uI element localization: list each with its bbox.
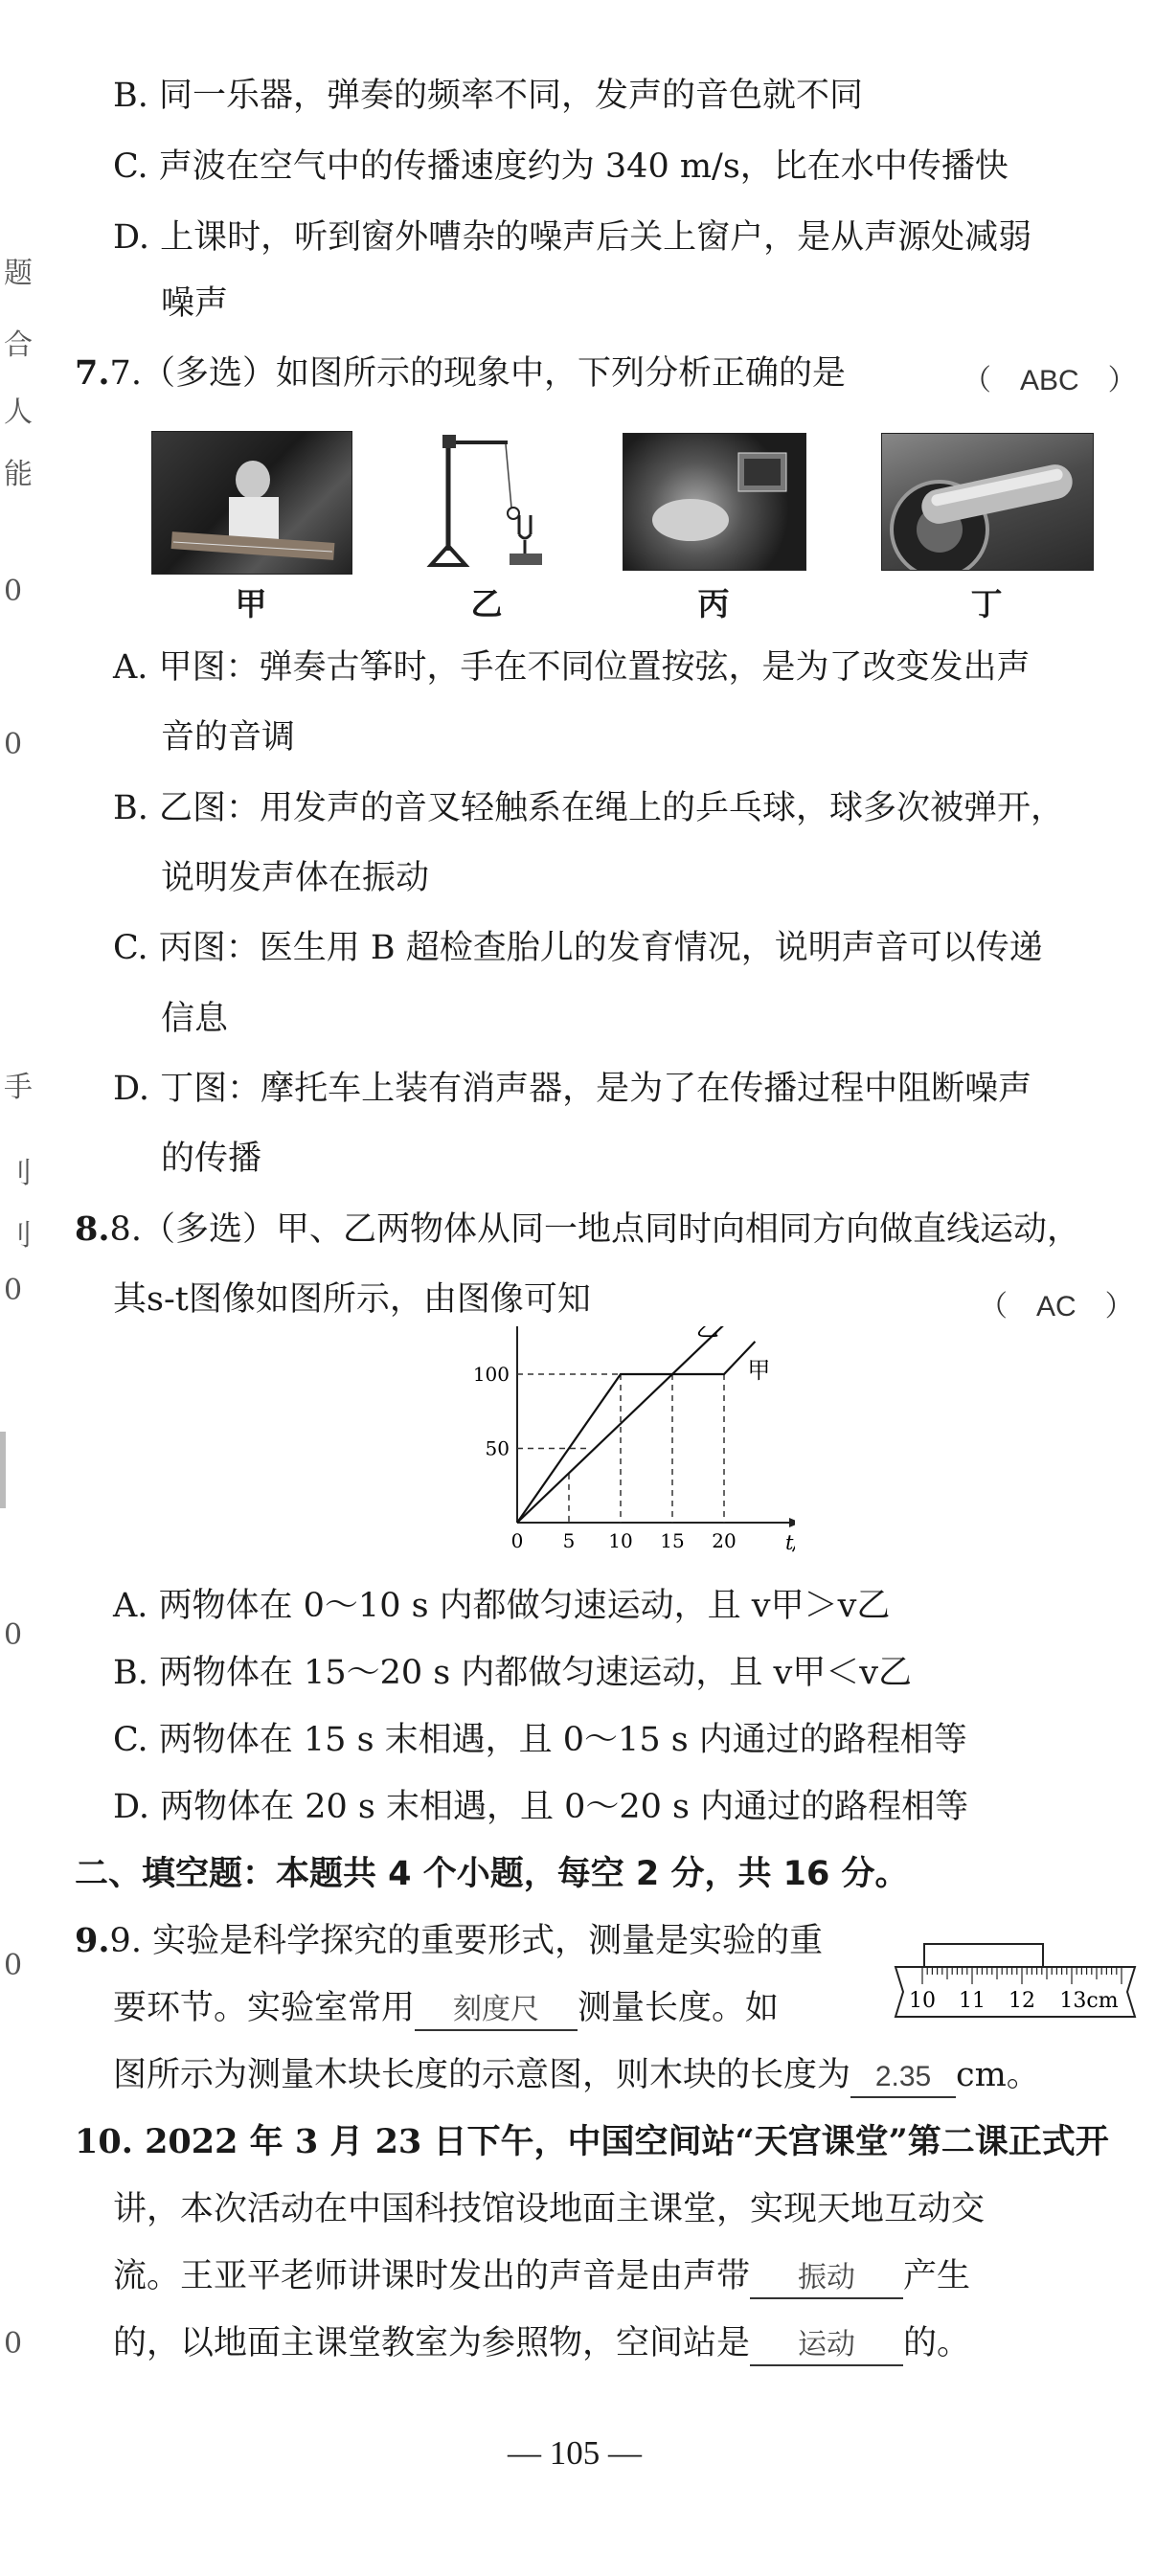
margin-gray-tab: [0, 1432, 6, 1508]
section2-title: 二、填空题：本题共 4 个小题，每空 2 分，共 16 分。: [75, 1855, 909, 1893]
guzheng-photo: [151, 431, 352, 575]
ultrasound-photo: [623, 433, 806, 571]
motorcycle-illustration: [882, 434, 1093, 570]
q7-option-a: A. 甲图：弹奏古筝时，手在不同位置按弦，是为了改变发出声: [113, 648, 1031, 687]
q10-line3: 流。王亚平老师讲课时发出的声音是由声带 振动 产生: [113, 2255, 970, 2299]
x-tick-label: 0: [510, 1529, 524, 1552]
q6-option-c: C. 声波在空气中的传播速度约为 340 m/s，比在水中传播快: [113, 147, 1009, 186]
q10-line2: 讲，本次活动在中国科技馆设地面主课堂，实现天地互动交: [113, 2190, 986, 2228]
margin-mark: 人: [4, 395, 33, 429]
margin-mark: 0: [4, 728, 23, 761]
tuning-fork-svg: [412, 421, 555, 579]
series-label-jia: 甲: [747, 1356, 771, 1384]
ruler-label-10: 10: [909, 1989, 936, 2013]
margin-mark: 合: [4, 328, 33, 362]
q8-stem: 8.8.（多选）甲、乙两物体从同一地点同时向相同方向做直线运动，: [75, 1209, 1080, 1249]
x-tick-label: 10: [608, 1529, 633, 1552]
q9-line3: 图所示为测量木块长度的示意图，则木块的长度为 2.35 cm。: [113, 2054, 1040, 2098]
page-number: — 105 —: [508, 2434, 642, 2472]
ruler-figure: [886, 1934, 1145, 2040]
series-label-yi: 乙: [695, 1326, 719, 1342]
q10-blank-motion[interactable]: 运动: [750, 2326, 903, 2366]
q9-line1: 9.9. 实验是科学探究的重要形式，测量是实验的重: [75, 1921, 824, 1960]
margin-mark: 刂: [4, 1219, 33, 1253]
q7-option-b: B. 乙图：用发声的音叉轻触系在绳上的乒乓球，球多次被弹开，: [113, 789, 1064, 827]
q8-option-a: A. 两物体在 0～10 s 内都做匀速运动，且 v甲＞v乙: [113, 1587, 891, 1625]
ruler-label-11: 11: [959, 1989, 986, 2013]
x-tick-label: 5: [562, 1529, 576, 1552]
y-tick-label: 100: [472, 1363, 510, 1386]
q7-option-a-cont: 音的音调: [161, 718, 296, 757]
caption-jia: 甲: [235, 585, 267, 622]
q7-option-c: C. 丙图：医生用 B 超检查胎儿的发育情况，说明声音可以传递: [113, 929, 1043, 967]
q10-line4: 的，以地面主课堂教室为参照物，空间站是 运动 的。: [113, 2322, 970, 2366]
caption-yi: 乙: [470, 585, 503, 622]
st-graph-svg: [450, 1326, 795, 1566]
x-tick-label: 20: [712, 1529, 737, 1552]
q7-option-d-cont: 的传播: [161, 1140, 262, 1178]
q8-option-c: C. 两物体在 15 s 末相遇，且 0～15 s 内通过的路程相等: [113, 1721, 967, 1759]
margin-mark: 刂: [4, 1157, 33, 1190]
q7-option-c-cont: 信息: [161, 1000, 229, 1038]
st-graph: [450, 1326, 795, 1566]
q7-option-d: D. 丁图：摩托车上装有消声器，是为了在传播过程中阻断噪声: [113, 1070, 1032, 1108]
ruler-svg: [886, 1934, 1145, 2040]
margin-mark: 手: [4, 1071, 33, 1104]
q7-stem: 7.7.（多选）如图所示的现象中，下列分析正确的是: [75, 353, 846, 393]
ultrasound-illustration: [623, 434, 805, 570]
ruler-label-12: 12: [1009, 1989, 1035, 2013]
q6-option-d: D. 上课时，听到窗外嘈杂的噪声后关上窗户，是从声源处减弱: [113, 218, 1032, 257]
q9-blank-length[interactable]: 2.35: [850, 2058, 956, 2098]
q6-option-b: B. 同一乐器，弹奏的频率不同，发声的音色就不同: [113, 77, 863, 115]
q9-blank-instrument[interactable]: 刻度尺: [415, 1991, 578, 2031]
margin-mark: 0: [4, 1274, 23, 1307]
margin-mark: 0: [4, 575, 23, 608]
ruler-label-13cm: 13cm: [1059, 1989, 1119, 2013]
q8-option-d: D. 两物体在 20 s 末相遇，且 0～20 s 内通过的路程相等: [113, 1788, 969, 1826]
q8-answer: （ AC ）: [979, 1291, 1134, 1322]
margin-mark: 0: [4, 1618, 23, 1652]
q8-option-b: B. 两物体在 15～20 s 内都做匀速运动，且 v甲＜v乙: [113, 1654, 913, 1692]
margin-mark: 能: [4, 458, 33, 491]
guzheng-illustration: [152, 432, 351, 574]
series-line-yi: [517, 1326, 735, 1523]
motorcycle-photo: [881, 433, 1094, 571]
q7-answer: （ ABC ）: [963, 365, 1137, 396]
q9-line2: 要环节。实验室常用 刻度尺 测量长度。如: [113, 1987, 779, 2031]
q8-stem-cont: 其s-t图像如图所示，由图像可知: [113, 1280, 591, 1319]
series-line-jia: [517, 1342, 755, 1523]
margin-mark: 题: [4, 257, 33, 290]
q7-option-b-cont: 说明发声体在振动: [161, 859, 430, 897]
x-axis-arrow: [789, 1518, 795, 1527]
tuning-fork-diagram: [412, 421, 555, 579]
caption-bing: 丙: [697, 585, 730, 622]
y-tick-label: 50: [485, 1436, 510, 1460]
x-axis-label: t: [785, 1531, 794, 1554]
q10-line1: 10. 2022 年 3 月 23 日下午，中国空间站“天宫课堂”第二课正式开: [75, 2122, 1109, 2161]
x-tick-label: 15: [660, 1529, 685, 1552]
margin-mark: 0: [4, 2327, 23, 2361]
margin-mark: 0: [4, 1949, 23, 1982]
q6-option-d-cont: 噪声: [161, 284, 229, 323]
q10-blank-vibration[interactable]: 振动: [750, 2259, 903, 2299]
caption-ding: 丁: [970, 585, 1003, 622]
